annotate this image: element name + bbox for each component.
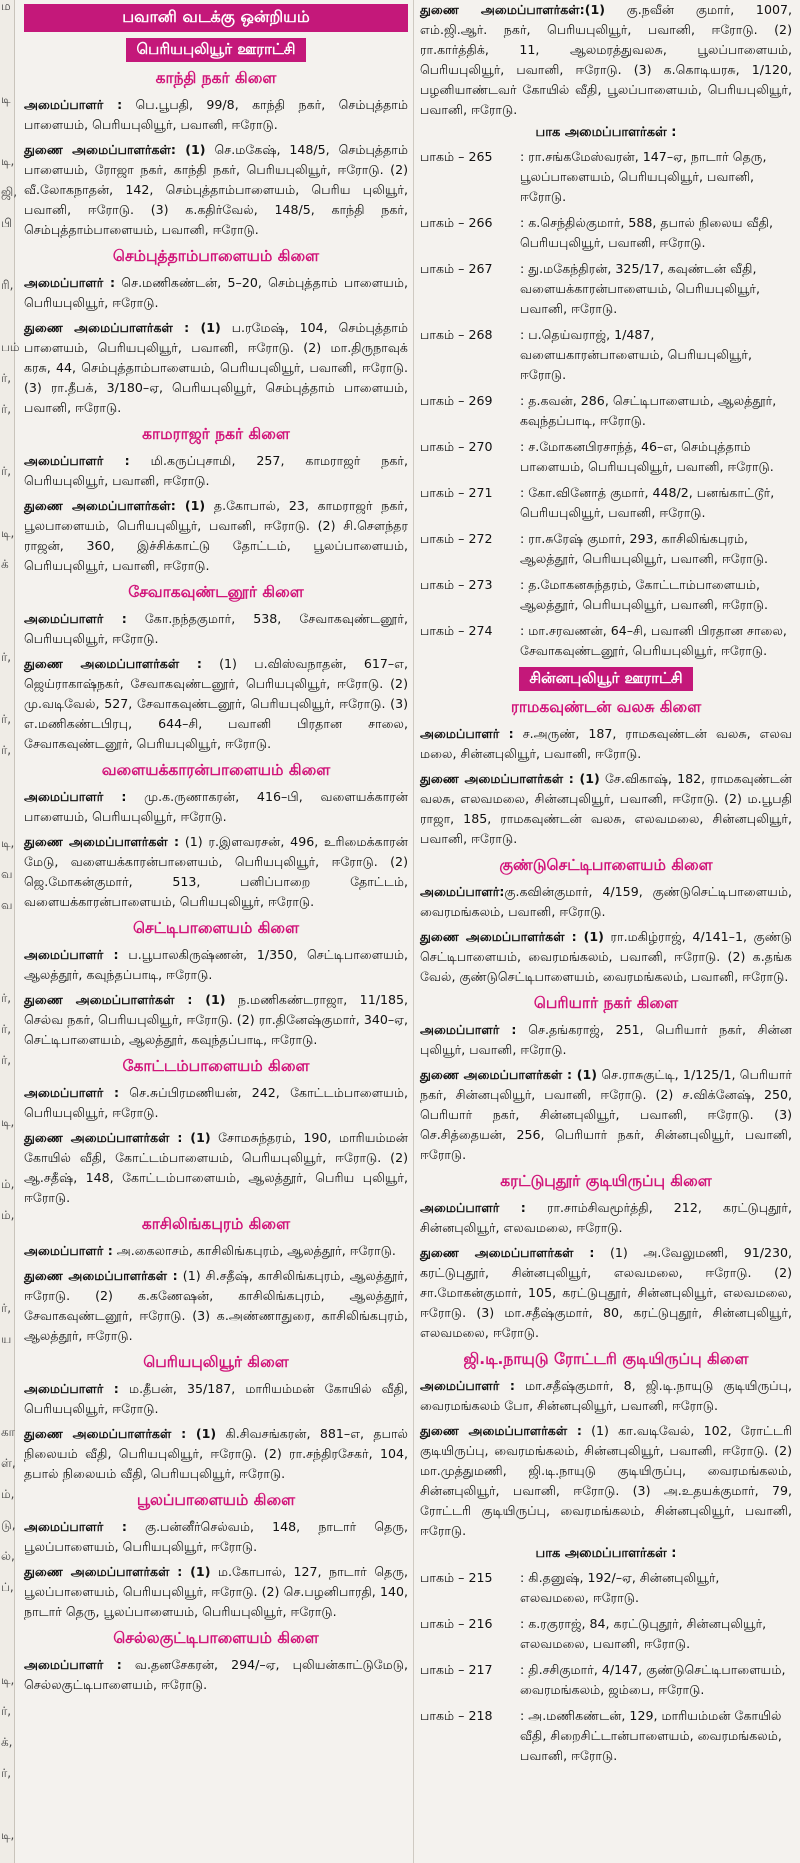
edge-fragment [0, 248, 14, 279]
branch-heading: கோட்டம்பாளையம் கிளை [122, 1057, 310, 1075]
left-edge-fragments [0, 0, 20, 1863]
edge-fragment: ர், [1, 464, 12, 478]
branch-section [24, 1353, 408, 1484]
ward-row [420, 1568, 792, 1608]
entry-label: அமைப்பாளர் : [24, 275, 116, 290]
column-divider [413, 0, 414, 1863]
entry-text: ரா.மகிழ்ராஜ், 4/141–1, குண்டு செட்டிபாளையம், வைரமங்கலம், பவானி, ஈரோடு. (2) க.தங்க வேல், குண்டுசெட்டிபாளையம், வைரமங்கலம், பவானி, ஈரோடு. [420, 929, 792, 984]
edge-fragment: டி, [1, 526, 15, 540]
edge-fragment [0, 961, 14, 992]
entry-text: செ.ராசுகுட்டி, 1/125/1, பெரியார் நகர், சின்னபுலியூர், பவானி, ஈரோடு. (2) ச.விக்னேஷ், 250, பெரியார் நகர், சின்னபுலியூர், பவானி, ஈரோடு. (3) செ.சித்தையன், 256, பெரியார் நகர், சின்னபுலியூர், பவானி, ஈரோடு. [420, 1067, 792, 1162]
entry-label: துணை அமைப்பாளர்கள் : (1) [24, 1130, 211, 1145]
right-column [420, 0, 792, 1772]
branch-section [24, 1057, 408, 1208]
entry-text: ச.அருண், 187, ராமகவுண்டன் வலசு, எலவ மலை, சின்னபுலியூர், பவானி, ஈரோடு. [420, 726, 792, 761]
entry-text: வ.தனசேகரன், 294/–ஏ, புலியன்காட்டுமேடு, செல்லகுட்டிபாளையம், ஈரோடு. [24, 1657, 409, 1692]
edge-fragment: ஜி, [1, 185, 18, 199]
edge-fragment [0, 1364, 14, 1395]
ward-text: : ரா.சுரேஷ் குமார், 293, காசிலிங்கபுரம், ஆலத்தூர், பெரியபுலியூர், பவானி, ஈரோடு. [520, 531, 768, 566]
entry-label: துணை அமைப்பாளர்கள்: (1) [24, 142, 206, 157]
entry-text: (1) சி.சதீஷ், காசிலிங்கபுரம், ஆலத்தூர், ஈரோடு. (2) க.கணேஷன், காசிலிங்கபுரம், ஆலத்தூர், சேவாகவுண்டனூர், ஈரோடு. (3) க.அண்ணாதுரை, காசிலிங்கபுரம், ஆலத்தூர், ஈரோடு. [24, 1268, 409, 1343]
entry-text: ம.கோபால், 127, நாடார் தெரு, பூலப்பாளையம், பெரியபுலியூர், ஈரோடு. (2) செ.பழனிபாரதி, 140, நாடார் தெரு, பூலப்பாளையம், பெரியபுலியூர், ஈரோடு. [24, 1564, 408, 1619]
branch-heading: பெரியார் நகர் கிளை [533, 994, 679, 1012]
panchayat-label: சின்னபுலியூர் ஊராட்சி [519, 667, 692, 691]
ward-row [420, 213, 792, 253]
ward-number: பாகம் – 216 [420, 1616, 493, 1631]
ward-text: : த.மோகனசுந்தரம், கோட்டாம்பாளையம், ஆலத்தூர், பெரியபுலியூர், பவானி, ஈரோடு. [520, 577, 768, 612]
deputy-organizers-entry [420, 1243, 792, 1343]
edge-fragment: வ [1, 867, 13, 881]
ward-text: : து.மகேந்திரன், 325/17, கவுண்டன் வீதி, வளையக்காரன்பாளையம், பெரியபுலியூர், பவானி, ஈரோடு. [520, 261, 761, 316]
entry-label: அமைப்பாளர் : [24, 947, 119, 962]
edge-fragment [0, 930, 14, 961]
ward-number: பாகம் – 215 [420, 1570, 493, 1585]
ward-heading: பாக அமைப்பாளர்கள் : [535, 125, 677, 140]
ward-row [420, 1660, 792, 1700]
branch-heading: ராமகவுண்டன் வலசு கிளை [510, 698, 702, 716]
entry-label: துணை அமைப்பாளர்கள் : (1) [24, 1426, 217, 1441]
edge-fragment: டி, [1, 836, 15, 850]
entry-label: அமைப்பாளர் : [24, 1519, 127, 1534]
edge-fragment: ம், [1, 1487, 15, 1501]
entry-text: ந.மணிகண்டராஜா, 11/185, செல்வ நகர், பெரியபுலியூர், ஈரோடு. (2) ரா.தினேஷ்குமார், 340–ஏ, செட்டிபாளையம், ஆலத்தூர், கவுந்தப்பாடி, ஈரோடு. [24, 992, 408, 1047]
entry-text: (1) ப.விஸ்வநாதன், 617–எ, ஜெய்ராகாஷ்நகர், சேவாகவுண்டனூர், பெரியபுலியூர், ஈரோடு. (2) மு.வடிவேல், 527, சேவாகவுண்டனூர், பெரியபுலியூர், ஈரோடு. (3) எ.மணிகண்டபிரபு, 644–சி, பவானி பிரதான சாலை, சேவாகவுண்டனூர், பெரியபுலியூர், ஈரோடு. [24, 656, 408, 751]
branch-section [24, 1629, 408, 1695]
organizer-entry [420, 724, 792, 764]
entry-label: அமைப்பாளர் : [24, 611, 127, 626]
entry-text: மி.கருப்புசாமி, 257, காமராஜர் நகர், பெரியபுலியூர், பவானி, ஈரோடு. [24, 453, 408, 488]
branch-heading: செம்புத்தாம்பாளையம் கிளை [112, 247, 320, 265]
deputy-organizers-entry [24, 1266, 408, 1346]
branch-heading: செட்டிபாளையம் கிளை [132, 919, 300, 937]
entry-label: அமைப்பாளர் : [24, 453, 130, 468]
deputy-organizers-entry [24, 1562, 408, 1622]
deputy-organizers-entry [24, 1424, 408, 1484]
edge-fragment [0, 1147, 14, 1178]
edge-fragment: க், [1, 1735, 13, 1749]
entry-text: (1) கா.வடிவேல், 102, ரோட்டரி குடியிருப்பு, வைரமங்கலம், சின்னபுலியூர், பவானி, ஈரோடு. (2) மா.முத்துமணி, ஜி.டி.நாயுடு குடியிருப்பு, வைரமங்கலம், சின்னபுலியூர், பவானி, ஈரோடு. (3) அ.உதயக்குமார், 79, ரோட்டரி குடியிருப்பு, வைரமங்கலம், சின்னபுலியூர், பவானி, ஈரோடு. [420, 1423, 792, 1538]
entry-label: துணை அமைப்பாளர்கள் : (1) [24, 320, 221, 335]
entry-label: அமைப்பாளர் : [24, 97, 123, 112]
edge-fragment: ர், [1, 1022, 12, 1036]
entry-label: அமைப்பாளர் : [24, 1657, 122, 1672]
branch-section [24, 761, 408, 912]
entry-label: துணை அமைப்பாளர்கள் : (1) [420, 1067, 598, 1082]
branch-heading: காந்தி நகர் கிளை [155, 69, 277, 87]
ward-number: பாகம் – 269 [420, 393, 493, 408]
deputy-organizers-entry [24, 496, 408, 576]
entry-text: ப.ரமேஷ், 104, செம்புத்தாம் பாளையம், பெரியபுலியூர், பவானி, ஈரோடு. (2) மா.திருநாவுக் கரசு, 44, செம்புத்தாம்பாளையம், பெரியபுலியூர், பவானி, ஈரோடு. (3) ரா.தீபக், 3/180–ஏ, பெரியபுலியூர், செம்புத்தாம் பாளையம், பவானி, ஈரோடு. [24, 320, 408, 415]
entry-label: துணை அமைப்பாளர்கள் : [24, 834, 180, 849]
entry-text: செ.சுப்பிரமணியன், 242, கோட்டம்பாளையம், பெரியபுலியூர், ஈரோடு. [24, 1085, 408, 1120]
edge-fragment: டி, [1, 1115, 15, 1129]
entry-text: மா.சதீஷ்குமார், 8, ஜி.டி.நாயுடு குடியிருப்பு, வைரமங்கலம் போ, சின்னபுலியூர், பவானி, ஈரோடு. [420, 1378, 793, 1413]
branch-heading: ஜி.டி.நாயுடு ரோட்டரி குடியிருப்பு கிளை [463, 1350, 749, 1368]
entry-text: கு.பன்னீர்செல்வம், 148, நாடார் தெரு, பூலப்பாளையம், பெரியபுலியூர், ஈரோடு. [24, 1519, 408, 1554]
edge-fragment: டு, [1, 1518, 16, 1532]
organizer-entry [24, 1655, 408, 1695]
ward-list-2 [420, 1568, 792, 1766]
ward-number: பாகம் – 273 [420, 577, 493, 592]
edge-fragment: ர், [1, 1766, 12, 1780]
edge-fragment: ர், [1, 1704, 12, 1718]
entry-text: கு.கவின்குமார், 4/159, குண்டுசெட்டிபாளையம், வைரமங்கலம், பவானி, ஈரோடு. [420, 884, 792, 919]
organizer-entry [24, 273, 408, 313]
ward-text: : ச.மோகனபிரசாந்த், 46–எ, செம்புத்தாம் பாளையம், பெரியபுலியூர், பவானி, ஈரோடு. [520, 439, 774, 474]
branch-heading: பூலப்பாளையம் கிளை [136, 1491, 296, 1509]
ward-row [420, 1614, 792, 1654]
edge-fragment [0, 589, 14, 620]
ward-number: பாகம் – 266 [420, 215, 493, 230]
entry-label: அமைப்பாளர் : [420, 1022, 517, 1037]
entry-text: கி.சிவசங்கரன், 881–எ, தபால் நிலையம் வீதி, பெரியபுலியூர், ஈரோடு. (2) ரா.சந்திரசேகர், 104, தபால் நிலையம் வீதி, பெரியபுலியூர், ஈரோடு. [24, 1426, 408, 1481]
organizer-entry [24, 1083, 408, 1123]
panchayat-label: பெரியபுலியூர் ஊராட்சி [126, 38, 305, 62]
ward-number: பாகம் – 217 [420, 1662, 493, 1677]
edge-fragment: க் [1, 557, 9, 571]
branch-heading: பெரியபுலியூர் கிளை [143, 1353, 289, 1371]
branch-section [24, 919, 408, 1050]
entry-label: அமைப்பாளர் : [24, 789, 127, 804]
edge-fragment: ம், [1, 1177, 15, 1191]
entry-label: துணை அமைப்பாளர்கள்:(1) [420, 2, 605, 17]
branch-section [24, 1215, 408, 1346]
entry-label: துணை அமைப்பாளர்கள் : (1) [24, 1564, 211, 1579]
branch-heading: காசிலிங்கபுரம் கிளை [141, 1215, 291, 1233]
deputy-organizers-entry [420, 927, 792, 987]
edge-fragment: ரி, [1, 278, 14, 292]
branch-heading: காமராஜர் நகர் கிளை [142, 425, 290, 443]
top-entry [420, 0, 792, 120]
organizer-entry [24, 609, 408, 649]
entry-label: துணை அமைப்பாளர்கள்: (1) [24, 498, 206, 513]
entry-label: அமைப்பாளர் : [24, 1243, 113, 1258]
left-column [24, 0, 408, 1700]
ward-text: : அ.மணிகண்டன், 129, மாரியம்மன் கோயில் வீதி, சிறைசிட்டான்பாளையம், வைரமங்கலம், பவானி, ஈரோடு. [520, 1708, 782, 1763]
organizer-entry [24, 451, 408, 491]
edge-fragment [0, 496, 14, 527]
entry-text: சோமசுந்தரம், 190, மாரியம்மன் கோயில் வீதி, கோட்டம்பாளையம், பெரியபுலியூர், ஈரோடு. (2) ஆ.சதீஷ், 148, கோட்டம்பாளையம், ஆலத்தூர், பெரிய புலியூர், ஈரோடு. [24, 1130, 408, 1205]
edge-fragment [0, 1085, 14, 1116]
deputy-organizers-entry [420, 1065, 792, 1165]
edge-fragment: பி [1, 216, 12, 230]
entry-label: துணை அமைப்பாளர்கள் : (1) [420, 929, 604, 944]
branch-section [420, 856, 792, 987]
edge-fragment [0, 1612, 14, 1643]
edge-fragment: ர், [1, 712, 12, 726]
entry-label: அமைப்பாளர் : [420, 1200, 526, 1215]
ward-number: பாகம் – 272 [420, 531, 493, 546]
right-branches [420, 698, 792, 1541]
branch-heading: சேவாகவுண்டனூர் கிளை [128, 583, 304, 601]
entry-text: த.கோபால், 23, காமராஜர் நகர், பூலபாளையம், பெரியபுலியூர், பவானி, ஈரோடு. (2) சி.செளந்தர ராஜன், 360, இச்சிக்காட்டு தோட்டம், பூலப்பாளையம், பெரியபுலியூர், பவானி, ஈரோடு. [24, 498, 408, 573]
deputy-organizers-entry [24, 832, 408, 912]
edge-fragment: ர், [1, 371, 12, 385]
left-branches [24, 69, 408, 1695]
ward-row [420, 325, 792, 385]
entry-text: (1) அ.வேலுமணி, 91/230, கரட்டுபுதூர், சின்னபுலியூர், எலவமலை, ஈரோடு. (2) சா.மோகன்குமார், 105, கரட்டுபுதூர், சின்னபுலியூர், எலவமலை, ஈரோடு. (3) மா.சதீஷ்குமார், 80, கரட்டுபுதூர், சின்னபுலியூர், எலவமலை, ஈரோடு. [420, 1245, 793, 1340]
ward-text: : மா.சரவணன், 64–சி, பவானி பிரதான சாலை, சேவாகவுண்டனூர், பெரியபுலியூர், ஈரோடு. [520, 623, 787, 658]
entry-label: துணை அமைப்பாளர்கள் : [420, 1423, 582, 1438]
edge-fragment [0, 434, 14, 465]
entry-text: செ.மணிகண்டன், 5–20, செம்புத்தாம் பாளையம், பெரியபுலியூர், ஈரோடு. [24, 275, 408, 310]
ward-text: : க.ரகுராஜ், 84, கரட்டுபுதூர், சின்னபுலியூர், எலவமலை, பவானி, ஈரோடு. [520, 1616, 767, 1651]
deputy-organizers-entry [24, 318, 408, 418]
organizer-entry [420, 882, 792, 922]
edge-fragment: ம [1, 0, 11, 13]
entry-label: துணை அமைப்பாளர்கள் : [420, 1245, 595, 1260]
edge-fragment [0, 620, 14, 651]
branch-section [24, 583, 408, 754]
edge-fragment: ம், [1, 1208, 15, 1222]
deputy-organizers-entry [24, 990, 408, 1050]
entry-label: அமைப்பாளர் : [24, 1085, 119, 1100]
edge-fragment: டி, [1, 154, 15, 168]
ward-number: பாகம் – 267 [420, 261, 493, 276]
entry-label: அமைப்பாளர் : [24, 1381, 119, 1396]
ward-number: பாகம் – 268 [420, 327, 493, 342]
ward-list-1 [420, 147, 792, 661]
organizer-entry [24, 1517, 408, 1557]
ward-row [420, 259, 792, 319]
ward-heading: பாக அமைப்பாளர்கள் : [535, 1546, 677, 1561]
union-banner: பவானி வடக்கு ஒன்றியம் [24, 4, 408, 32]
entry-text: செ.மகேஷ், 148/5, செம்புத்தாம் பாளையம், ரோஜா நகர், காந்தி நகர், பெரியபுலியூர், ஈரோடு. (2) வீ.லோகநாதன், 142, செம்புத்தாம்பாளையம், பெரிய புலியூர், பவானி, ஈரோடு. (3) க.கதிர்வேல், 148/5, காந்தி நகர், செம்புத்தாம்பாளையம், பவானி, ஈரோடு. [24, 142, 408, 237]
deputy-organizers-entry [24, 140, 408, 240]
edge-fragment: வ [1, 898, 13, 912]
deputy-organizers-entry [24, 1128, 408, 1208]
ward-number: பாகம் – 218 [420, 1708, 493, 1723]
edge-fragment: டி, [1, 1828, 15, 1842]
edge-fragment: ய [1, 1332, 12, 1346]
ward-text: : ப.தெய்வராஜ், 1/487, வளையகாரன்பாளையம், பெரியபுலியூர், ஈரோடு. [520, 327, 752, 382]
edge-fragment: ர், [1, 650, 12, 664]
branch-section [24, 69, 408, 240]
branch-heading: செல்லகுட்டிபாளையம் கிளை [113, 1629, 319, 1647]
edge-fragment [0, 1271, 14, 1302]
entry-text: (1) ர.இளவரசன், 496, உரிமைக்காரன் மேடு, வளையக்காரன்பாளையம், பெரியபுலியூர், ஈரோடு. (2) ஜெ.மோகன்குமார், 513, பனிப்பாறை தோட்டம், வளையக்காரன்பாளையம், பெரியபுலியூர், ஈரோடு. [24, 834, 408, 909]
edge-fragment [0, 775, 14, 806]
entry-text: ரா.சாம்சிவமூர்த்தி, 212, கரட்டுபுதூர், சின்னபுலியூர், எலவமலை, ஈரோடு. [420, 1200, 792, 1235]
organizer-entry [420, 1198, 792, 1238]
branch-heading: வளையக்காரன்பாளையம் கிளை [101, 761, 331, 779]
edge-fragment: பம் [1, 340, 20, 354]
ward-number: பாகம் – 265 [420, 149, 493, 164]
edge-fragment: டி, [1, 1673, 15, 1687]
edge-fragment: ர், [1, 402, 12, 416]
branch-section [24, 1491, 408, 1622]
edge-fragment: ர், [1, 991, 12, 1005]
ward-text: : க.செந்தில்குமார், 588, தபால் நிலைய வீதி, பெரியபுலியூர், பவானி, ஈரோடு. [520, 215, 773, 250]
branch-section [24, 247, 408, 418]
ward-row [420, 621, 792, 661]
entry-text: பெ.பூபதி, 99/8, காந்தி நகர், செம்புத்தாம் பாளையம், பெரியபுலியூர், பவானி, ஈரோடு. [24, 97, 408, 132]
edge-fragment [0, 124, 14, 155]
deputy-organizers-entry [420, 1421, 792, 1541]
entry-label: அமைப்பாளர் : [420, 1378, 515, 1393]
edge-fragment [0, 62, 14, 93]
branch-section [24, 425, 408, 576]
branch-heading: குண்டுசெட்டிபாளையம் கிளை [499, 856, 713, 874]
entry-label: துணை அமைப்பாளர்கள் : [24, 656, 202, 671]
edge-fragment [0, 1643, 14, 1674]
edge-fragment: ப், [1, 1580, 14, 1594]
edge-fragment [0, 31, 14, 62]
entry-text: செ.தங்கராஜ், 251, பெரியார் நகர், சின்ன புலியூர், பவானி, ஈரோடு. [420, 1022, 793, 1057]
ward-row [420, 483, 792, 523]
edge-fragment [0, 682, 14, 713]
entry-text: ம.தீபன், 35/187, மாரியம்மன் கோயில் வீதி, பெரியபுலியூர், ஈரோடு. [24, 1381, 409, 1416]
ward-text: : தி.சசிகுமார், 4/147, குண்டுசெட்டிபாளையம், வைரமங்கலம், ஜம்பை, ஈரோடு. [520, 1662, 786, 1697]
edge-fragment [0, 1240, 14, 1271]
entry-text: ப.பூபாலகிருஷ்ணன், 1/350, செட்டிபாளையம், ஆலத்தூர், கவுந்தப்பாடி, ஈரோடு. [24, 947, 409, 982]
edge-fragment [0, 806, 14, 837]
edge-fragment: ள், [1, 1456, 16, 1470]
organizer-entry [24, 95, 408, 135]
ward-row [420, 147, 792, 207]
edge-fragment: கா [1, 1425, 15, 1439]
organizer-entry [420, 1020, 792, 1060]
organizer-entry [24, 945, 408, 985]
edge-fragment [0, 1798, 14, 1829]
edge-fragment: ர், [1, 1301, 12, 1315]
ward-number: பாகம் – 270 [420, 439, 493, 454]
entry-text: கு.நவீன் குமார், 1007, எம்.ஜி.ஆர். நகர், பெரியபுலியூர், பவானி, ஈரோடு. (2) ரா.கார்த்திக், 11, ஆலமரத்துவலசு, பூலப்பாளையம், பெரியபுலியூர், பவானி, ஈரோடு. (3) க.கொடியரசு, 1/120, பழனியாண்டவர் கோயில் வீதி, பூலப்பாளையம், பெரியபுலியூர், பவானி, ஈரோடு. [420, 2, 792, 117]
ward-number: பாகம் – 274 [420, 623, 493, 638]
entry-label: அமைப்பாளர்: [420, 884, 505, 899]
entry-text: கோ.நந்தகுமார், 538, சேவாகவுண்டனூர், பெரியபுலியூர், ஈரோடு. [24, 611, 408, 646]
ward-text: : கி.தனுஷ், 192/–ஏ, சின்னபுலியூர், எலவமலை, ஈரோடு. [520, 1570, 720, 1605]
branch-heading: கரட்டுபுதூர் குடியிருப்பு கிளை [500, 1172, 712, 1190]
ward-text: : ரா.சங்கமேஸ்வரன், 147–ஏ, நாடார் தெரு, பூலப்பாளையம், பெரியபுலியூர், பவானி, ஈரோடு. [520, 149, 767, 204]
entry-label: துணை அமைப்பாளர்கள் : (1) [420, 771, 600, 786]
ward-row [420, 1706, 792, 1766]
organizer-entry [24, 787, 408, 827]
organizer-entry [24, 1241, 408, 1261]
entry-label: துணை அமைப்பாளர்கள் : [24, 1268, 178, 1283]
deputy-organizers-entry [420, 769, 792, 849]
edge-fragment [0, 1395, 14, 1426]
edge-fragment: ல், [1, 1549, 15, 1563]
entry-label: அமைப்பாளர் : [420, 726, 514, 741]
ward-row [420, 575, 792, 615]
edge-fragment [0, 310, 14, 341]
entry-text: மு.க.ருணாகரன், 416–பி, வளையக்காரன் பாளையம், பெரியபுலியூர், ஈரோடு. [24, 789, 408, 824]
edge-fragment: டி [1, 92, 11, 106]
entry-text: அ.கைலாசம், காசிலிங்கபுரம், ஆலத்தூர், ஈரோடு. [112, 1243, 396, 1258]
entry-label: துணை அமைப்பாளர்கள் : (1) [24, 992, 226, 1007]
ward-row [420, 391, 792, 431]
edge-fragment: ர், [1, 743, 12, 757]
branch-section [420, 1350, 792, 1541]
ward-row [420, 437, 792, 477]
entry-text: சே.விகாஷ், 182, ராமகவுண்டன் வலசு, எலவமலை, சின்னபுலியூர், பவானி, ஈரோடு. (2) ம.பூபதி ராஜா, 185, ராமகவுண்டன் வலசு, எலவமலை, சின்னபுலியூர், பவானி, ஈரோடு. [420, 771, 792, 846]
organizer-entry [24, 1379, 408, 1419]
ward-text: : கோ.வினோத் குமார், 448/2, பனங்காட்டூர், பெரியபுலியூர், பவானி, ஈரோடு. [520, 485, 775, 520]
branch-section [420, 1172, 792, 1343]
branch-section [420, 994, 792, 1165]
deputy-organizers-entry [24, 654, 408, 754]
branch-section [420, 698, 792, 849]
ward-row [420, 529, 792, 569]
edge-fragment: ர், [1, 1053, 12, 1067]
ward-text: : த.கவன், 286, செட்டிபாளையம், ஆலத்தூர், கவுந்தப்பாடி, ஈரோடு. [520, 393, 777, 428]
organizer-entry [420, 1376, 792, 1416]
ward-number: பாகம் – 271 [420, 485, 493, 500]
